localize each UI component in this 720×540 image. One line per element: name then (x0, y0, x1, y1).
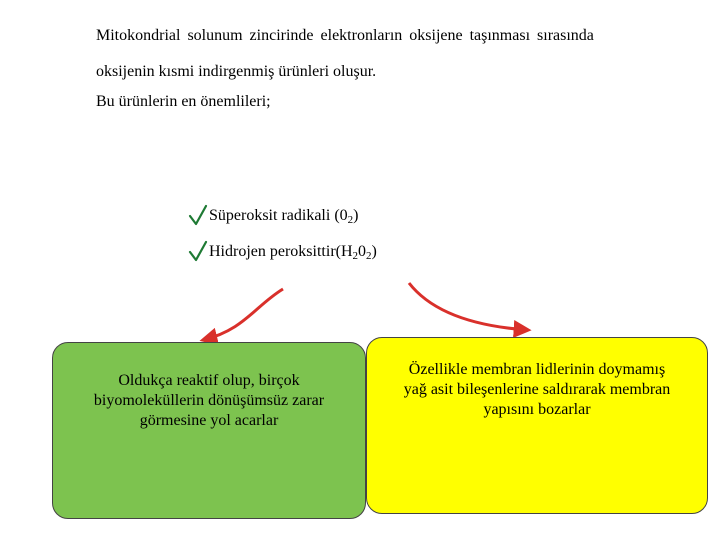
left-box (52, 342, 366, 519)
right-box-line-3: yapısını bozarlar (483, 401, 591, 418)
intro-line-1: Mitokondrial solunum zincirinde elektronların oksijene taşınması sırasında (96, 27, 594, 44)
arrow-left (203, 289, 283, 340)
left-box-line-2: biyomoleküllerin dönüşümsüz zarar (93, 392, 325, 409)
left-box-line-3: görmesine yol acarlar (139, 412, 279, 429)
right-box-line-1: Özellikle membran lidlerinin doymamış (408, 361, 666, 378)
intro-line-2: oksijenin kısmi indirgenmiş ürünleri oluşur. (96, 63, 377, 80)
right-box (366, 337, 708, 514)
intro-line-3: Bu ürünlerin en önemlileri; (96, 93, 271, 110)
arrow-right (409, 283, 528, 330)
hydrogen-peroxide-text: Hidrojen $peroksittir(H_20_2)$ (209, 243, 377, 262)
left-box-line-1: Oldukça reaktif olup, birçok (118, 372, 300, 389)
right-box-line-2: yağ asit bileşenlerine saldırarak membran (403, 381, 671, 398)
superoxide-text: Süperoksit radikali $(0_2)$ (209, 207, 359, 226)
